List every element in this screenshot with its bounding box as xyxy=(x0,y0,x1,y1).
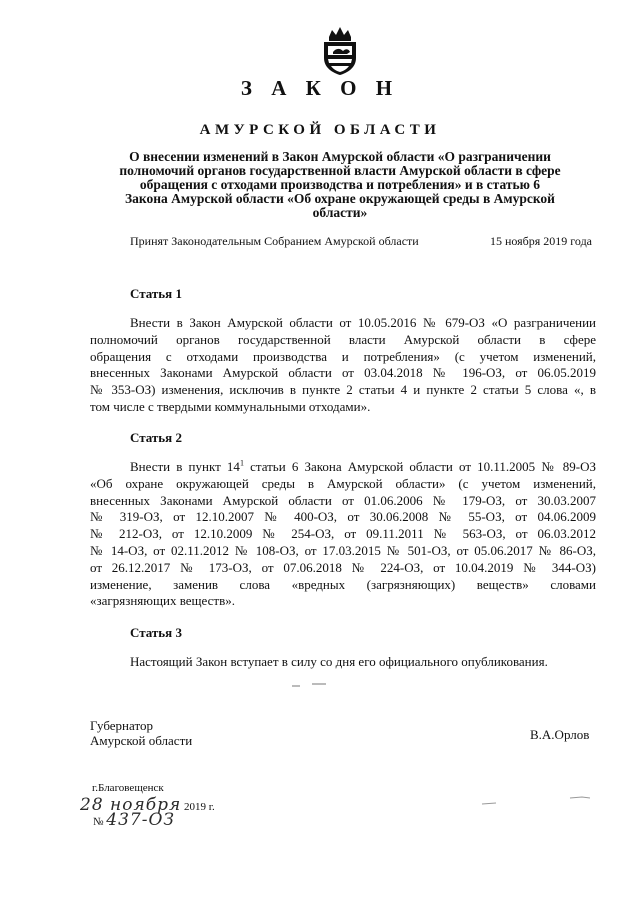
pen-mark xyxy=(478,790,598,810)
pen-mark xyxy=(290,680,330,690)
text-line: полномочий органов государственной власти Амурской области в сфере xyxy=(90,331,596,347)
adoption-text: Принят Законодательным Собранием Амурской области xyxy=(130,234,419,248)
amur-region-coat-of-arms-icon xyxy=(319,24,361,76)
text-fragment: статьи 6 Закона Амурской области от 10.11.2005 № 89-ОЗ xyxy=(243,459,596,474)
article-2-heading: Статья 2 xyxy=(130,430,182,445)
handwritten-number: 437-ОЗ xyxy=(106,810,175,830)
date-year: 2019 г. xyxy=(184,801,215,813)
signatory-position xyxy=(90,718,192,748)
law-title-line: полномочий органов государственной власти Амурской области в сфере xyxy=(119,163,561,178)
document-type-title: З А К О Н xyxy=(240,76,400,100)
number-prefix: № xyxy=(93,816,104,828)
law-title-line: О внесении изменений в Закон Амурской области «О разграничении xyxy=(129,149,551,164)
position-line: Амурской области xyxy=(90,733,193,748)
text-line: том числе с твердыми коммунальными отходами». xyxy=(90,398,371,414)
text-line: № 319-ОЗ, от 12.10.2007 № 400-ОЗ, от 30.06.2008 № 55-ОЗ, от 04.06.2009 xyxy=(90,509,596,525)
text-line: «Об охране окружающей среды в Амурской области» (с учетом изменений, xyxy=(90,475,596,491)
text-line: № 14-ОЗ, от 02.11.2012 № 108-ОЗ, от 17.03.2015 № 501-ОЗ, от 05.06.2017 № 86-ОЗ, xyxy=(90,542,596,558)
text-line: «загрязняющих веществ». xyxy=(90,593,235,609)
article-1-text xyxy=(90,315,596,416)
article-2-text xyxy=(90,459,596,610)
text-fragment: Внести в пункт 14 xyxy=(130,459,240,474)
text-line: от 26.12.2017 № 173-ОЗ, от 07.06.2018 № 224-ОЗ, от 10.04.2019 № 344-ОЗ) xyxy=(90,559,596,575)
text-line: Настоящий Закон вступает в силу со дня его официального опубликования. xyxy=(130,654,548,669)
text-line xyxy=(90,459,596,476)
text-line: изменение, заменив слова «вредных (загрязняющих) веществ» словами xyxy=(90,576,596,592)
article-3-text xyxy=(90,654,596,671)
article-1-heading: Статья 1 xyxy=(130,286,182,301)
law-title-line: области» xyxy=(312,205,368,220)
signatory-name: В.А.Орлов xyxy=(530,727,590,742)
text-line: внесенных Законами Амурской области от 03.04.2018 № 196-ОЗ, от 06.05.2019 xyxy=(90,365,596,381)
article-3-heading: Статья 3 xyxy=(130,625,182,640)
position-line: Губернатор xyxy=(90,718,153,733)
adoption-date: 15 ноября 2019 года xyxy=(489,234,592,248)
law-title-line: Закона Амурской области «Об охране окружающей среды в Амурской xyxy=(125,191,555,206)
law-number xyxy=(93,810,175,830)
law-title xyxy=(100,150,580,220)
city-name: г.Благовещенск xyxy=(92,782,164,794)
text-line: Внести в Закон Амурской области от 10.05.2016 № 679-ОЗ «О разграничении xyxy=(130,315,596,330)
region-title: АМУРСКОЙ ОБЛАСТИ xyxy=(199,122,441,138)
text-line: внесенных Законами Амурской области от 01.06.2006 № 179-ОЗ, от 30.03.2007 xyxy=(90,492,596,508)
superscript: 1 xyxy=(239,458,244,468)
text-line: № 212-ОЗ, от 12.10.2009 № 254-ОЗ, от 09.11.2011 № 563-ОЗ, от 06.03.2012 xyxy=(90,526,596,542)
handwritten-date: 28 ноября xyxy=(80,795,182,815)
law-title-line: обращения с отходами производства и потребления» и в статью 6 xyxy=(139,177,541,192)
text-line: № 353-ОЗ) изменения, исключив в пункте 2 статьи 4 и пункте 2 статьи 5 слова «, в xyxy=(90,382,596,398)
text-line: обращения с отходами производства и потребления» (с учетом изменений, xyxy=(90,348,596,364)
